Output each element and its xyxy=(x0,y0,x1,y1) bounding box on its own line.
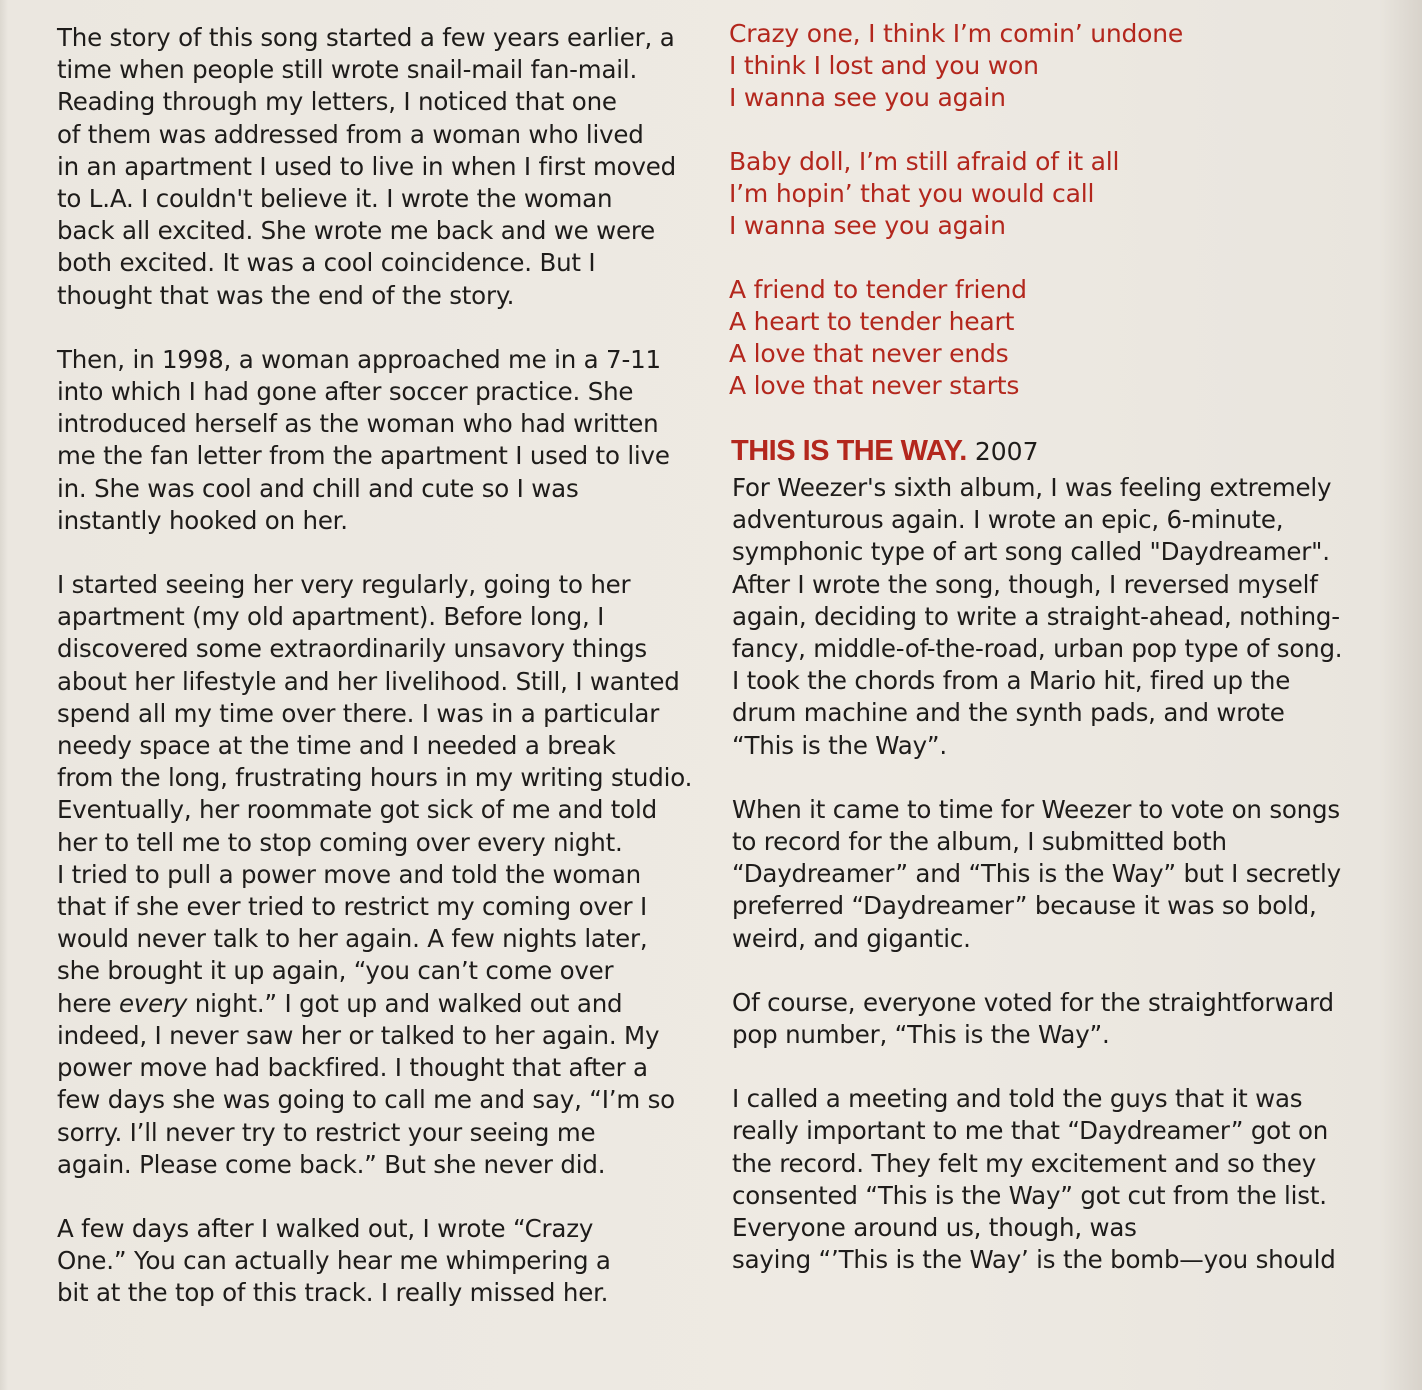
text-line xyxy=(57,988,697,1020)
text-line: After I wrote the song, though, I reversed myself xyxy=(732,569,1318,599)
text-line: back all excited. She wrote me back and we were xyxy=(57,216,656,246)
section-title: THIS IS THE WAY. xyxy=(731,435,967,467)
text-line: A few days after I walked out, I wrote “Crazy xyxy=(57,1213,594,1243)
lyrics-verse xyxy=(729,274,1379,402)
lyric-line: I’m hopin’ that you would call xyxy=(729,179,1095,208)
text-line: saying “’This is the Way’ is the bomb—you should xyxy=(732,1245,1336,1275)
text-line: I took the chords from a Mario hit, fired up the xyxy=(732,666,1291,696)
text-line: would never talk to her again. A few nights later, xyxy=(57,924,648,954)
text-line: apartment (my old apartment). Before long, I xyxy=(57,602,605,632)
text-line: into which I had gone after soccer practice. She xyxy=(57,377,634,407)
lyric-line: Baby doll, I’m still afraid of it all xyxy=(729,147,1120,176)
text-line: adventurous again. I wrote an epic, 6-minute, xyxy=(732,505,1284,535)
text-line: I tried to pull a power move and told the woman xyxy=(57,859,641,889)
text-line: to record for the album, I submitted both xyxy=(732,827,1227,857)
text-line: Of course, everyone voted for the straightforward xyxy=(732,987,1334,1017)
text-line: time when people still wrote snail-mail fan-mail. xyxy=(57,55,638,85)
lyrics-verse xyxy=(729,18,1379,114)
text-line: the record. They felt my excitement and so they xyxy=(732,1148,1316,1178)
text-line: indeed, I never saw her or talked to her again. My xyxy=(57,1020,660,1050)
text-line: that if she ever tried to restrict my coming over I xyxy=(57,892,648,922)
lyric-line: Crazy one, I think I’m comin’ undone xyxy=(729,19,1184,48)
paragraph xyxy=(57,569,697,1181)
text-line: preferred “Daydreamer” because it was so bold, xyxy=(732,891,1317,921)
text-line: she brought it up again, “you can’t come over xyxy=(57,956,614,986)
text-line: pop number, “This is the Way”. xyxy=(732,1020,1110,1050)
paragraph xyxy=(732,987,1379,1051)
text-line: introduced herself as the woman who had written xyxy=(57,409,659,439)
text-line: again. Please come back.” But she never did. xyxy=(57,1149,606,1179)
text-line: power move had backfired. I thought that after a xyxy=(57,1053,648,1083)
text-line: drum machine and the synth pads, and wrote xyxy=(732,698,1285,728)
text-line: sorry. I’ll never try to restrict your seeing me xyxy=(57,1117,596,1147)
text-line: consented “This is the Way” got cut from the list. xyxy=(732,1180,1327,1210)
text-line: in. She was cool and chill and cute so I was xyxy=(57,473,579,503)
lyric-line: I think I lost and you won xyxy=(729,51,1039,80)
text-line: to L.A. I couldn't believe it. I wrote the woman xyxy=(57,184,613,214)
text-line: again, deciding to write a straight-ahead, nothing- xyxy=(732,601,1340,631)
section-year: 2007 xyxy=(974,437,1039,466)
text-line: her to tell me to stop coming over every night. xyxy=(57,827,623,857)
text-fragment: night.” I got up and walked out and xyxy=(187,988,623,1018)
text-line: discovered some extraordinarily unsavory things xyxy=(57,634,647,664)
text-line: of them was addressed from a woman who lived xyxy=(57,119,644,149)
text-line: For Weezer's sixth album, I was feeling extremely xyxy=(732,473,1332,502)
lyric-line: A friend to tender friend xyxy=(729,275,1027,304)
text-line: in an apartment I used to live in when I first moved xyxy=(57,151,676,181)
text-line: One.” You can actually hear me whimpering a xyxy=(57,1246,611,1276)
paragraph xyxy=(732,794,1379,955)
text-line: needy space at the time and I needed a break xyxy=(57,731,616,761)
text-line: about her lifestyle and her livelihood. Still, I wanted xyxy=(57,666,680,696)
text-line: both excited. It was a cool coincidence. But I xyxy=(57,248,596,278)
text-line: spend all my time over there. I was in a particular xyxy=(57,698,660,728)
text-line: Then, in 1998, a woman approached me in a 7-11 xyxy=(57,344,661,374)
text-line: I called a meeting and told the guys that it was xyxy=(732,1084,1303,1114)
text-line: Eventually, her roommate got sick of me and told xyxy=(57,795,657,825)
text-line: me the fan letter from the apartment I used to live xyxy=(57,441,670,471)
text-line: “Daydreamer” and “This is the Way” but I secretly xyxy=(732,859,1341,889)
text-line: Reading through my letters, I noticed that one xyxy=(57,87,617,117)
text-line: bit at the top of this track. I really missed her. xyxy=(57,1278,609,1308)
text-line: symphonic type of art song called "Daydreamer". xyxy=(732,537,1330,567)
text-fragment: here xyxy=(57,988,119,1018)
section-heading xyxy=(731,434,1379,472)
text-line: from the long, frustrating hours in my writing studio. xyxy=(57,763,693,793)
section-body xyxy=(732,472,1379,1276)
text-line: I started seeing her very regularly, going to her xyxy=(57,570,631,600)
paragraph xyxy=(57,344,697,537)
emphasis-text: every xyxy=(119,988,188,1018)
text-line: few days she was going to call me and say, “I’m so xyxy=(57,1085,675,1115)
lyric-line: A heart to tender heart xyxy=(729,307,1015,336)
left-column xyxy=(57,22,697,1342)
paragraph xyxy=(732,472,1379,762)
text-line: Everyone around us, though, was xyxy=(732,1213,1137,1243)
text-line: fancy, middle-of-the-road, urban pop type of song. xyxy=(732,634,1343,664)
lyric-line: I wanna see you again xyxy=(729,83,1006,112)
text-line: thought that was the end of the story. xyxy=(57,280,515,310)
text-line: When it came to time for Weezer to vote on songs xyxy=(732,794,1340,824)
paragraph xyxy=(732,1083,1379,1276)
text-line: “This is the Way”. xyxy=(732,730,947,760)
lyric-line: A love that never starts xyxy=(729,371,1020,400)
paragraph xyxy=(57,1213,697,1310)
paragraph xyxy=(57,22,697,312)
text-line: really important to me that “Daydreamer” got on xyxy=(732,1116,1329,1146)
right-column xyxy=(729,18,1379,1308)
lyric-line: A love that never ends xyxy=(729,339,1009,368)
lyric-line: I wanna see you again xyxy=(729,211,1006,240)
lyrics-verse xyxy=(729,146,1379,242)
text-line: weird, and gigantic. xyxy=(732,923,971,953)
text-line: The story of this song started a few years earlier, a xyxy=(57,23,675,52)
text-line: instantly hooked on her. xyxy=(57,505,348,535)
